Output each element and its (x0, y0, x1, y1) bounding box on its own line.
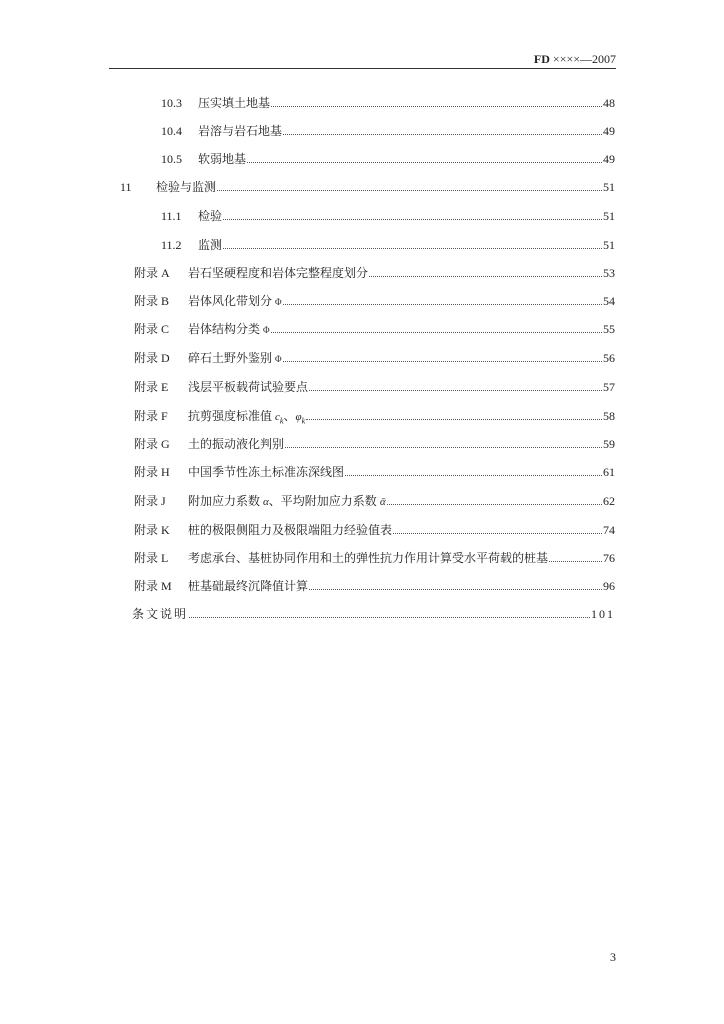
toc-entry-number: 附录 G (134, 437, 170, 451)
toc-entry-number: 附录 E (134, 380, 169, 394)
symbol-phi-subscript: k (301, 416, 306, 426)
toc-entry-number: 附录 B (134, 294, 170, 308)
toc-entry-appendix-m[interactable] (134, 578, 615, 594)
dot-leader (271, 321, 602, 333)
toc-entry-title-text: 、平均附加应力系数 (268, 494, 377, 508)
circled-mark-icon: Φ (263, 325, 270, 335)
toc-entry-page: 49 (603, 152, 615, 166)
toc-entry-number: 附录 D (134, 351, 170, 365)
toc-entry-appendix-l[interactable] (134, 550, 615, 566)
toc-entry-appendix-b[interactable] (134, 293, 615, 310)
toc-entry-title (178, 493, 386, 510)
symbol-c: c (275, 411, 280, 423)
toc-entry-appendix-h[interactable] (134, 464, 615, 480)
toc-entry-title (178, 321, 270, 338)
toc-entry-title-text: 碎石土野外鉴别 (188, 351, 273, 365)
toc-entry-page: 58 (603, 409, 615, 423)
toc-entry-appendix-e[interactable] (134, 379, 615, 395)
toc-entry-title-text: 抗剪强度标准值 (188, 409, 273, 423)
dot-leader (283, 350, 602, 362)
toc-entry-title: 软弱地基 (198, 152, 247, 166)
toc-entry-title (178, 293, 282, 310)
toc-entry-appendix-g[interactable] (134, 436, 615, 452)
toc-entry-explanatory-notes[interactable] (132, 606, 615, 622)
toc-entry-number: 附录 F (134, 409, 168, 423)
toc-entry-title: 岩溶与岩石地基 (198, 124, 283, 138)
dot-leader (285, 436, 602, 448)
toc-entry-title: 检验与监测 (156, 180, 217, 194)
toc-entry-number: 附录 H (134, 465, 170, 479)
toc-entry-page: 49 (603, 124, 615, 138)
toc-entry-appendix-d[interactable] (134, 350, 615, 367)
symbol-phi: φ (295, 411, 302, 423)
dot-leader (393, 522, 602, 534)
toc-entry-number: 10.3 (161, 96, 182, 110)
dot-leader (306, 408, 602, 420)
toc-entry-number: 附录 C (134, 322, 170, 336)
toc-entry-page: 96 (603, 579, 615, 593)
circled-mark-icon: Φ (275, 297, 282, 307)
dot-leader (217, 179, 602, 191)
toc-entry-number: 11 (120, 180, 132, 194)
symbol-c-subscript: k (279, 416, 284, 426)
dot-leader (369, 265, 602, 277)
dot-leader (223, 237, 602, 249)
toc-entry-title: 桩的极限侧阻力及极限端阻力经验值表 (188, 523, 393, 537)
toc-entry-title: 中国季节性冻土标准冻深线图 (188, 465, 345, 479)
symbol-alpha: α (263, 496, 269, 508)
toc-entry-page: 55 (603, 322, 615, 336)
toc-entry-title: 考虑承台、基桩协同作用和土的弹性抗力作用计算受水平荷载的桩基 (188, 551, 549, 565)
toc-entry-title: 浅层平板载荷试验要点 (188, 380, 309, 394)
toc-entry-page: 48 (603, 96, 615, 110)
symbol-separator: 、 (283, 409, 296, 423)
toc-entry-number: 附录 K (134, 523, 170, 537)
toc-entry-appendix-j[interactable] (134, 493, 615, 510)
toc-entry-number: 附录 A (134, 266, 170, 280)
toc-entry-title-text: 岩体结构分类 (188, 322, 261, 336)
header-standard-code: FD (533, 52, 550, 66)
running-header (109, 52, 616, 66)
toc-entry-page: 51 (603, 238, 615, 252)
toc-entry-title (178, 350, 282, 367)
toc-entry-page: 61 (603, 465, 615, 479)
toc-entry-number: 附录 J (134, 494, 166, 508)
toc-entry-appendix-a[interactable] (134, 265, 615, 281)
toc-entry-10-4[interactable] (161, 123, 615, 139)
toc-entry-title: 土的振动液化判别 (188, 437, 285, 451)
toc-entry-11[interactable] (120, 179, 615, 195)
toc-entry-appendix-c[interactable] (134, 321, 615, 338)
toc-entry-appendix-k[interactable] (134, 522, 615, 538)
toc-entry-title: 岩石坚硬程度和岩体完整程度划分 (188, 266, 369, 280)
dot-leader (283, 293, 602, 305)
toc-entry-number: 附录 M (134, 579, 172, 593)
toc-entry-title: 检验 (198, 209, 223, 223)
toc-entry-page: 62 (603, 494, 615, 508)
toc-entry-page: 53 (603, 266, 615, 280)
toc-entry-11-1[interactable] (161, 208, 615, 224)
toc-entry-page: 101 (591, 607, 615, 621)
dot-leader (283, 123, 602, 135)
toc-entry-page: 51 (603, 209, 615, 223)
toc-entry-title: 监测 (198, 238, 223, 252)
dot-leader (223, 208, 602, 220)
header-rule (109, 68, 616, 69)
toc-entry-title: 条文说明 (132, 607, 189, 621)
toc-entry-number: 10.5 (161, 152, 182, 166)
toc-entry-title: 压实填土地基 (198, 96, 271, 110)
toc-entry-page: 59 (603, 437, 615, 451)
toc-entry-page: 51 (603, 180, 615, 194)
toc-entry-page: 74 (603, 523, 615, 537)
dot-leader (189, 606, 590, 618)
circled-mark-icon: Φ (275, 354, 282, 364)
dot-leader (309, 578, 602, 590)
header-standard-suffix: ××××—2007 (549, 52, 616, 66)
toc-entry-10-5[interactable] (161, 151, 615, 167)
toc-entry-title (178, 408, 305, 429)
toc-entry-number: 10.4 (161, 124, 182, 138)
dot-leader (345, 464, 602, 476)
toc-entry-page: 56 (603, 351, 615, 365)
toc-entry-11-2[interactable] (161, 237, 615, 253)
toc-entry-title-text: 岩体风化带划分 (188, 294, 273, 308)
toc-entry-title-text: 附加应力系数 (188, 494, 261, 508)
dot-leader (309, 379, 602, 391)
dot-leader (247, 151, 602, 163)
dot-leader (549, 550, 602, 562)
toc-entry-number: 11.2 (161, 238, 182, 252)
toc-entry-page: 57 (603, 380, 615, 394)
toc-entry-page: 54 (603, 294, 615, 308)
symbol-alpha-bar: ᾱ (379, 496, 386, 508)
dot-leader (387, 493, 602, 505)
toc-entry-number: 附录 L (134, 551, 169, 565)
toc-entry-page: 76 (603, 551, 615, 565)
dot-leader (271, 95, 602, 107)
toc-entry-title: 桩基础最终沉降值计算 (188, 579, 309, 593)
toc-entry-appendix-f[interactable] (134, 408, 615, 429)
toc-entry-number: 11.1 (161, 209, 182, 223)
toc-entry-10-3[interactable] (161, 95, 615, 111)
page-number: 3 (610, 950, 616, 964)
